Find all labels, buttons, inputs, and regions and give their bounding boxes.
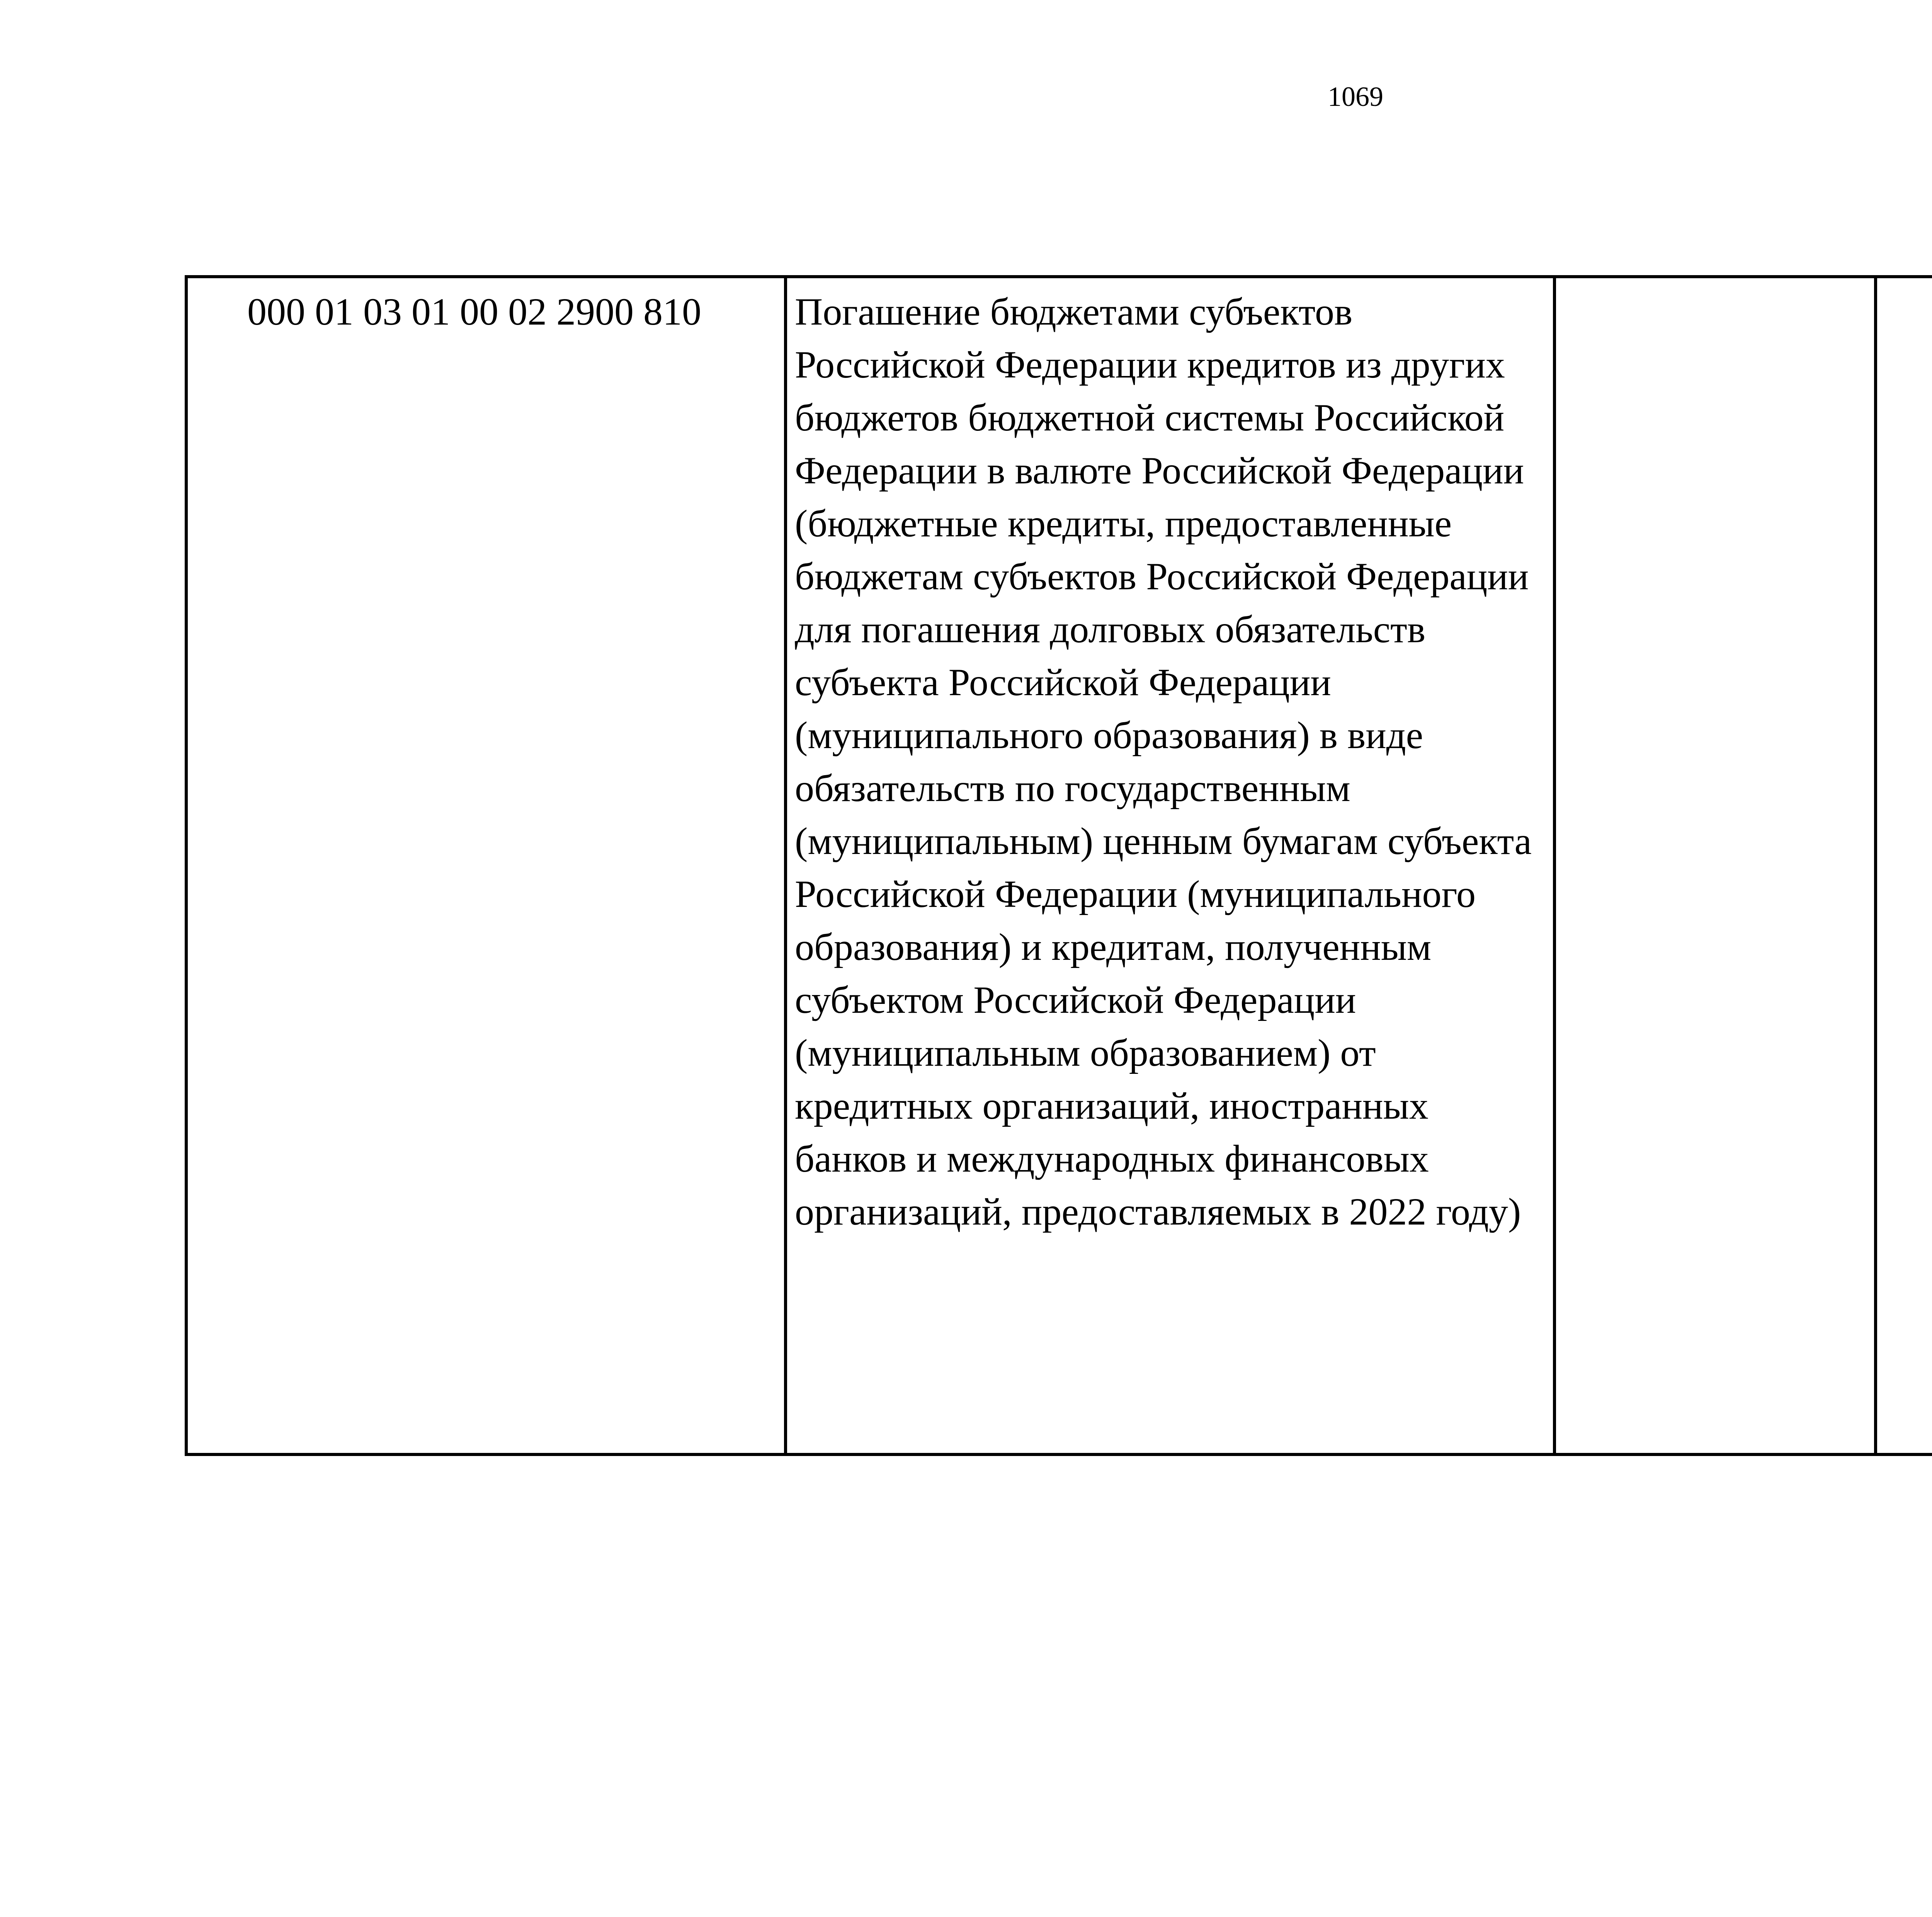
description-text: Погашение бюджетами субъектов Российской Федерации кредитов из других бюджетов бюджетной системы Российской Федерации в валюте Российской Федерации (бюджетные кредиты, предоставленные бюджетам субъектов Российской Федерации для погашения долговых обязательств субъекта Российской Федерации (муниципального образования) в виде обязательств по государственным (муниципальным) ценным бумагам субъекта Российской Федерации (муниципального образования) и кредитам, полученным субъектом Российской Федерации (муниципальным образованием) от кредитных организаций, иностранных банков и международных финансовых организаций, предоставляемых в 2022 году) [795, 290, 1532, 1233]
budget-code-cell [186, 277, 786, 1454]
page-number: 1069 [1328, 81, 1383, 112]
description-cell [786, 277, 1554, 1454]
budget-code: 000 01 03 01 00 02 2900 810 [247, 290, 701, 333]
value-cell-2 [1876, 277, 1932, 1454]
table-row [186, 277, 1932, 1454]
budget-table [185, 275, 1932, 1456]
value-cell-1 [1554, 277, 1876, 1454]
